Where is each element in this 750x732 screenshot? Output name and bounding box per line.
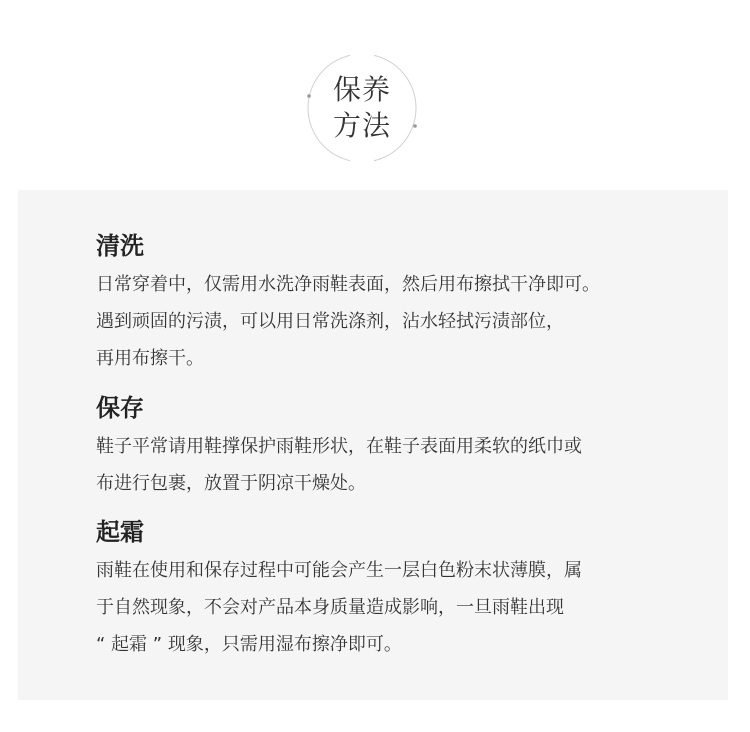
section-wash-line-3: 再用布擦干。 — [96, 348, 204, 369]
badge-line-1: 保养 — [332, 73, 391, 106]
section-bloom-line-2: 于自然现象，不会对产品本身质量造成影响，一旦雨鞋出现 — [96, 597, 564, 618]
badge-title — [306, 72, 418, 144]
section-wash — [96, 226, 600, 377]
badge-line-2: 方法 — [332, 109, 391, 142]
section-title-wash: 清洗 — [96, 232, 144, 260]
section-storage-line-1: 鞋子平常请用鞋撑保护雨鞋形状，在鞋子表面用柔软的纸巾或 — [96, 436, 582, 457]
section-title-storage: 保存 — [96, 394, 144, 422]
section-bloom — [96, 512, 582, 663]
section-bloom-line-3: “ 起霜 ” 现象，只需用湿布擦净即可。 — [96, 634, 402, 655]
section-badge — [306, 52, 418, 164]
section-bloom-line-1: 雨鞋在使用和保存过程中可能会产生一层白色粉末状薄膜，属 — [96, 560, 582, 581]
section-wash-line-1: 日常穿着中，仅需用水洗净雨鞋表面，然后用布擦拭干净即可。 — [96, 274, 600, 295]
section-title-bloom: 起霜 — [96, 518, 144, 546]
section-wash-line-2: 遇到顽固的污渍，可以用日常洗涤剂，沾水轻拭污渍部位， — [96, 311, 564, 332]
section-storage-line-2: 布进行包裹，放置于阴凉干燥处。 — [96, 473, 366, 494]
section-storage — [96, 388, 582, 502]
